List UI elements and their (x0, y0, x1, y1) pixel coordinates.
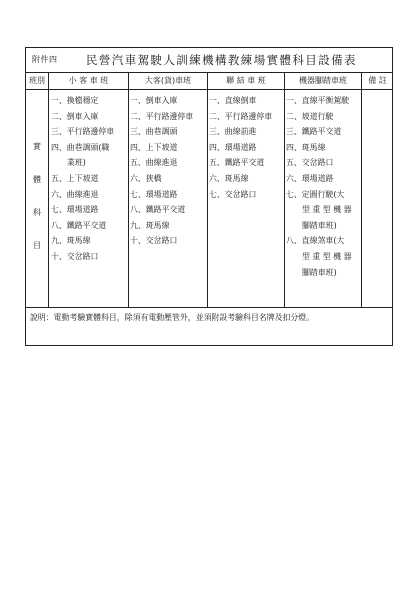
column-divider (207, 72, 208, 307)
column-divider (128, 72, 129, 307)
list-item: 九、斑馬線 (51, 236, 91, 246)
list-item: 一、倒車入庫 (130, 96, 178, 105)
list-item: 九、斑馬線 (130, 220, 170, 230)
list-item: 二、倒車入庫 (51, 111, 99, 121)
list-item: 六、環場道路 (286, 173, 334, 183)
footnote: 說明：電動考驗實體科目，除須有電動壓管外，並須附設考驗科目名牌及扣分燈。 (30, 313, 315, 322)
list-item: 十、交岔路口 (130, 236, 178, 246)
header-remarks: 備 註 (368, 76, 387, 85)
list-item: 三、曲巷調頭 (130, 127, 178, 137)
list-item: 七、交岔路口 (209, 189, 257, 199)
machinery-items (286, 93, 352, 280)
list-item: 四、環場道路 (209, 142, 257, 152)
side-label (26, 89, 48, 307)
list-item: 五、上下坡道 (51, 173, 99, 183)
side-label-char: 體 (33, 175, 41, 184)
title-row (26, 48, 392, 72)
list-item: 一、換檔穩定 (51, 96, 99, 105)
list-item: 業班) (67, 158, 86, 168)
list-item: 八、直線煞車(大 (286, 236, 345, 246)
list-item: 十、交岔路口 (51, 251, 99, 261)
list-item: 七、定圓行駛(大 (286, 189, 345, 199)
list-item: 七、環場道路 (51, 205, 99, 215)
column-divider (361, 72, 362, 307)
list-item: 型 重 型 機 器 (302, 251, 352, 261)
list-item: 六、曲線進退 (51, 189, 99, 199)
list-item: 五、交岔路口 (286, 158, 334, 168)
list-item: 六、斑馬線 (209, 173, 249, 183)
header-machinery: 機器腳踏車班 (299, 76, 347, 85)
list-item: 一、直線平衡駕駛 (286, 96, 350, 105)
list-item: 四、上下坡道 (130, 142, 178, 152)
page-title: 民營汽車駕駛人訓練機構教練場實體科目設備表 (86, 53, 357, 67)
header-bus-truck: 大客(貨)車班 (144, 76, 192, 85)
list-item: 二、平行路邊停車 (209, 111, 273, 121)
list-item: 七、環場道路 (130, 189, 178, 199)
side-label-char: 實 (33, 142, 41, 151)
header-small-car: 小 客 車 班 (68, 76, 109, 85)
list-item: 五、鐵路平交道 (209, 158, 265, 168)
footnote-divider (26, 307, 392, 308)
side-label-char: 科 (33, 208, 41, 217)
list-item: 八、鐵路平交道 (130, 205, 186, 215)
list-item: 型 重 型 機 器 (302, 205, 352, 215)
list-item: 腳踏車班) (302, 267, 337, 277)
column-divider (48, 72, 49, 307)
side-label-char: 目 (33, 241, 41, 250)
list-item: 四、曲巷調頭(職 (51, 142, 110, 152)
appendix-label: 附件四 (32, 55, 58, 64)
header-trailer: 聯 結 車 班 (226, 76, 266, 85)
list-item: 六、狹橋 (130, 173, 162, 183)
list-item: 腳踏車班) (302, 220, 337, 230)
list-item: 二、坡道行駛 (286, 111, 334, 121)
list-item: 五、曲線進退 (130, 158, 178, 168)
small-car-items (51, 93, 114, 265)
list-item: 三、曲線前進 (209, 127, 257, 137)
header-divider (26, 89, 392, 90)
list-item: 二、平行路邊停車 (130, 111, 194, 121)
list-item: 一、直線倒車 (209, 96, 257, 105)
list-item: 八、鐵路平交道 (51, 220, 107, 230)
column-divider (284, 72, 285, 307)
header-category: 班別 (29, 76, 45, 85)
list-item: 四、斑馬線 (286, 142, 326, 152)
bus-truck-items (130, 93, 193, 249)
trailer-items (209, 93, 272, 202)
equipment-table (25, 47, 393, 346)
list-item: 三、鐵路平交道 (286, 127, 342, 137)
list-item: 三、平行路邊停車 (51, 127, 115, 137)
